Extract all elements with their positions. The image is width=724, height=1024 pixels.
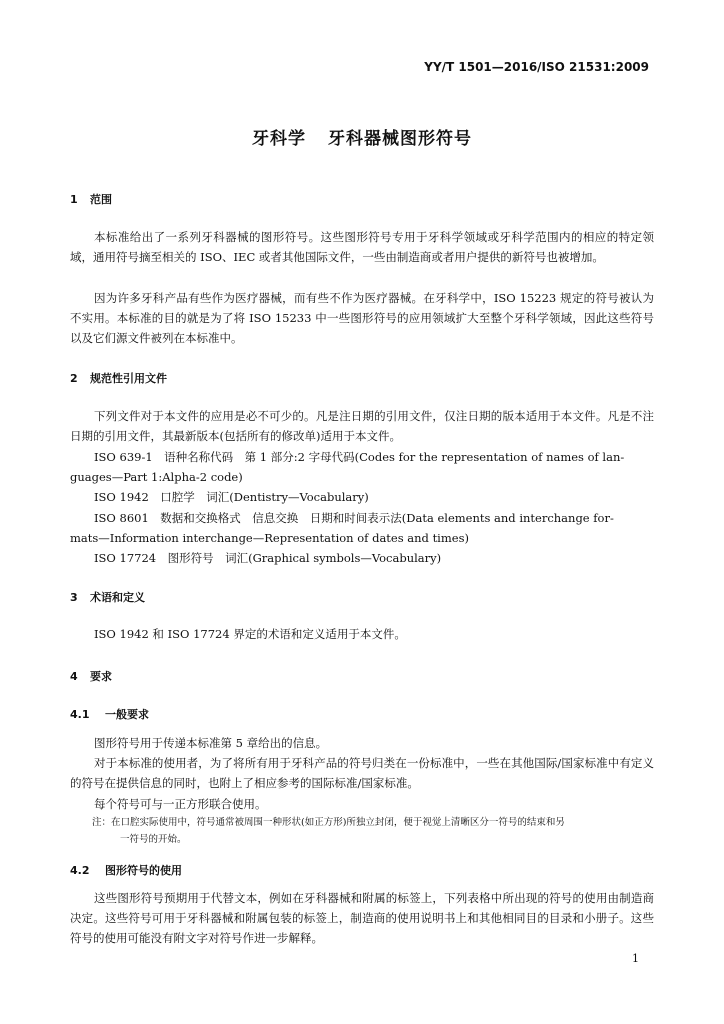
section-1-paragraph-2: 因为许多牙科产品有些作为医疗器械，而有些不作为医疗器械。在牙科学中，ISO 15223 规定的符号被认为不实用。本标准的目的就是为了将 ISO 15233 中一些图形符号的应用领域扩大至整个牙科学领域，因此这些符号以及它们源文件被列在本标准中。 bbox=[70, 291, 654, 345]
section-4-heading bbox=[70, 668, 112, 684]
section-4-2-heading bbox=[70, 862, 182, 878]
section-number: 4 bbox=[70, 670, 78, 683]
section-number: 1 bbox=[70, 193, 78, 206]
section-3-paragraph-1: ISO 1942 和 ISO 17724 界定的术语和定义适用于本文件。 bbox=[94, 627, 406, 641]
section-4-1-note bbox=[92, 814, 656, 848]
section-4-1-paragraph-2: 对于本标准的使用者，为了将所有用于牙科产品的符号归类在一份标准中，一些在其他国际/国家标准中有定义的符号在提供信息的同时，也附上了相应参考的国际标准/国家标准。 bbox=[70, 756, 654, 790]
section-title: 要求 bbox=[90, 670, 112, 683]
section-4-1-heading bbox=[70, 706, 149, 722]
section-4-2-paragraph-1: 这些图形符号预期用于代替文本，例如在牙科器械和附属的标签上，下列表格中所出现的符号的使用由制造商决定。这些符号可用于牙科器械和附属包装的标签上，制造商的使用说明书上和其他相同目的目录和小册子。这些符号的使用可能没有附文字对符号作进一步解释。 bbox=[70, 891, 654, 945]
note-line-1: 注：在口腔实际使用中，符号通常被周围一种形状(如正方形)所独立封闭，便于视觉上清晰区分一符号的结束和另 bbox=[92, 817, 565, 828]
reference-iso-8601-line-2: mats—Information interchange—Representation of dates and times) bbox=[70, 531, 469, 545]
section-title: 图形符号的使用 bbox=[105, 864, 182, 877]
note-line-2: 一符号的开始。 bbox=[120, 834, 187, 845]
section-3-heading bbox=[70, 589, 145, 605]
reference-iso-8601-line-1: ISO 8601 数据和交换格式 信息交换 日期和时间表示法(Data elements and interchange for- bbox=[94, 511, 614, 525]
reference-iso-1942: ISO 1942 口腔学 词汇(Dentistry—Vocabulary) bbox=[94, 490, 369, 504]
reference-iso-639-line-2: guages—Part 1:Alpha-2 code) bbox=[70, 470, 243, 484]
document-title bbox=[0, 124, 724, 149]
section-2-heading bbox=[70, 370, 167, 386]
section-title: 一般要求 bbox=[105, 708, 149, 721]
title-part-2: 牙科器械图形符号 bbox=[328, 129, 472, 149]
section-number: 2 bbox=[70, 372, 78, 385]
section-title: 术语和定义 bbox=[90, 591, 145, 604]
standard-code: YY/T 1501—2016/ISO 21531:2009 bbox=[424, 60, 649, 74]
section-1-heading bbox=[70, 191, 112, 207]
section-1-paragraph-1: 本标准给出了一系列牙科器械的图形符号。这些图形符号专用于牙科学领域或牙科学范围内的相应的特定领域，通用符号摘至相关的 ISO、IEC 或者其他国际文件，一些由制造商或者用户提供的新符号也被增加。 bbox=[70, 230, 654, 264]
page-number: 1 bbox=[632, 952, 639, 965]
section-title: 范围 bbox=[90, 193, 112, 206]
section-number: 3 bbox=[70, 591, 78, 604]
section-number: 4.1 bbox=[70, 708, 90, 721]
reference-iso-17724: ISO 17724 图形符号 词汇(Graphical symbols—Vocabulary) bbox=[94, 551, 442, 565]
section-4-1-paragraph-3: 每个符号可与一正方形联合使用。 bbox=[94, 797, 267, 811]
title-part-1: 牙科学 bbox=[252, 129, 306, 149]
section-number: 4.2 bbox=[70, 864, 90, 877]
section-2-paragraph-1: 下列文件对于本文件的应用是必不可少的。凡是注日期的引用文件，仅注日期的版本适用于本文件。凡是不注日期的引用文件，其最新版本(包括所有的修改单)适用于本文件。 bbox=[70, 409, 654, 443]
reference-iso-639-line-1: ISO 639-1 语种名称代码 第 1 部分:2 字母代码(Codes for the representation of names of lan- bbox=[94, 450, 625, 464]
section-4-1-paragraph-1: 图形符号用于传递本标准第 5 章给出的信息。 bbox=[94, 736, 328, 750]
section-title: 规范性引用文件 bbox=[90, 372, 167, 385]
